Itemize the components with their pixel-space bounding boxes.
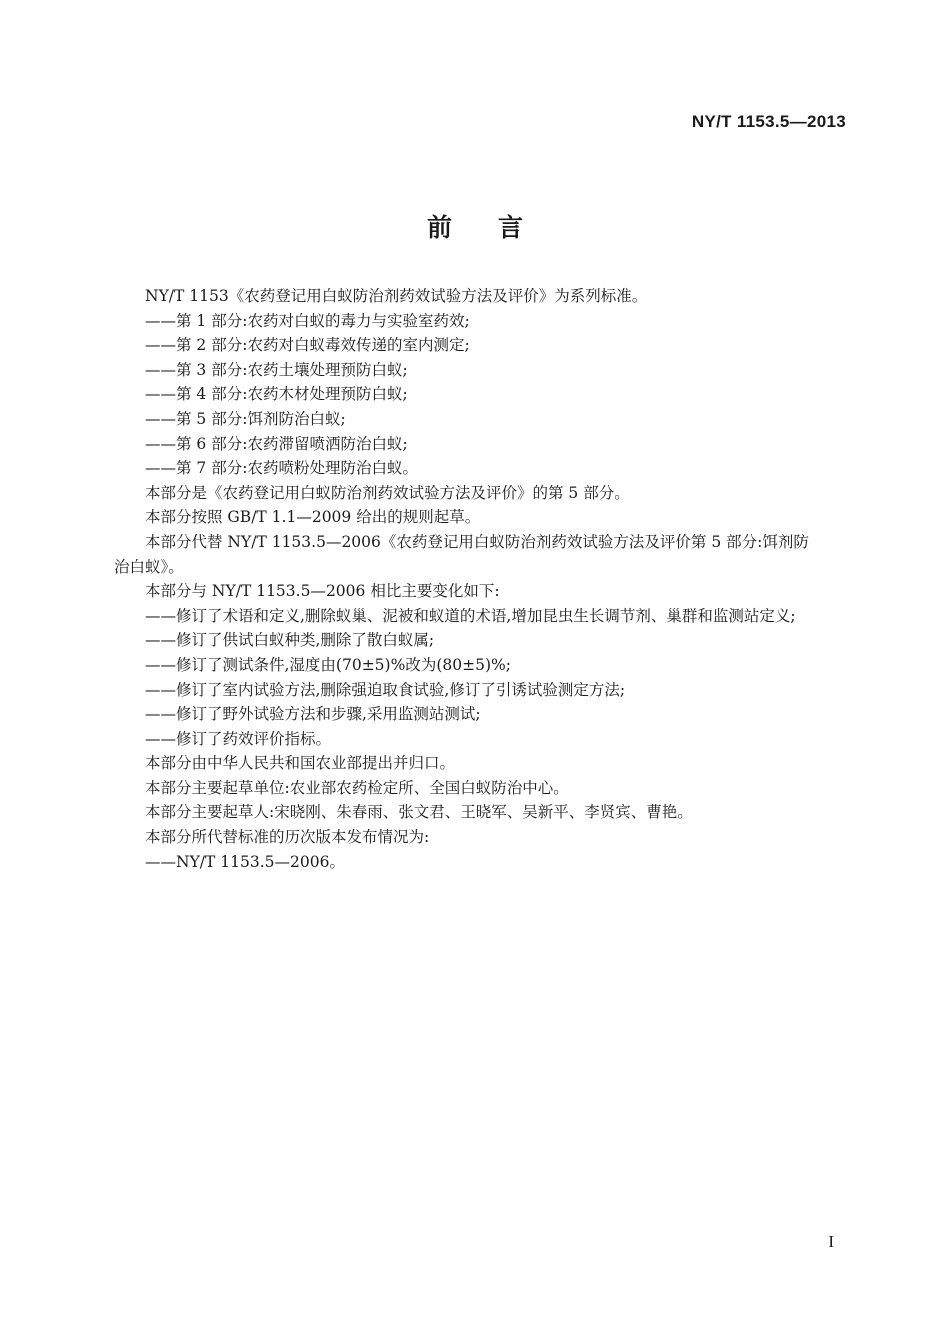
list-item: ——修订了野外试验方法和步骤,采用监测站测试; — [145, 705, 481, 724]
list-item: ——第 2 部分:农药对白蚁毒效传递的室内测定; — [145, 336, 470, 355]
paragraph: 本部分代替 NY/T 1153.5—2006《农药登记用白蚁防治剂药效试验方法及评价第 5 部分:饵剂防 — [145, 532, 809, 551]
paragraph: 本部分按照 GB/T 1.1—2009 给出的规则起草。 — [145, 508, 481, 527]
paragraph: 本部分是《农药登记用白蚁防治剂药效试验方法及评价》的第 5 部分。 — [145, 483, 630, 502]
paragraph: NY/T 1153《农药登记用白蚁防治剂药效试验方法及评价》为系列标准。 — [145, 287, 648, 305]
list-item: ——修订了药效评价指标。 — [145, 729, 332, 748]
foreword-body — [114, 284, 845, 874]
list-item: ——第 4 部分:农药木材处理预防白蚁; — [145, 385, 408, 404]
paragraph-continuation: 治白蚁》。 — [114, 557, 184, 576]
paragraph: 本部分所代替标准的历次版本发布情况为: — [145, 828, 430, 847]
list-item: ——第 7 部分:农药喷粉处理防治白蚁。 — [145, 459, 418, 478]
paragraph: 本部分主要起草单位:农业部农药检定所、全国白蚁防治中心。 — [145, 778, 569, 797]
list-item: ——第 6 部分:农药滞留喷洒防治白蚁; — [145, 434, 408, 453]
list-item: ——第 5 部分:饵剂防治白蚁; — [145, 409, 346, 428]
list-item: ——第 3 部分:农药土壤处理预防白蚁; — [145, 360, 408, 379]
list-item: ——修订了测试条件,湿度由(70±5)%改为(80±5)%; — [145, 655, 511, 674]
paragraph: 本部分主要起草人:宋晓刚、朱春雨、张文君、王晓军、吴新平、李贤宾、曹艳。 — [145, 803, 693, 822]
standard-code: NY/T 1153.5—2013 — [691, 112, 846, 131]
list-item: ——修订了供试白蚁种类,删除了散白蚁属; — [145, 631, 435, 650]
paragraph: 本部分与 NY/T 1153.5—2006 相比主要变化如下: — [145, 582, 500, 601]
paragraph: 本部分由中华人民共和国农业部提出并归口。 — [145, 754, 456, 773]
list-item: ——第 1 部分:农药对白蚁的毒力与实验室药效; — [145, 311, 470, 330]
page-title: 前言 — [426, 213, 569, 242]
page-number: I — [828, 1232, 834, 1251]
list-item: ——修订了室内试验方法,删除强迫取食试验,修订了引诱试验测定方法; — [145, 680, 626, 699]
list-item: ——修订了术语和定义,删除蚁巢、泥被和蚁道的术语,增加昆虫生长调节剂、巢群和监测站定义; — [145, 606, 796, 625]
list-item: ——NY/T 1153.5—2006。 — [145, 852, 345, 871]
